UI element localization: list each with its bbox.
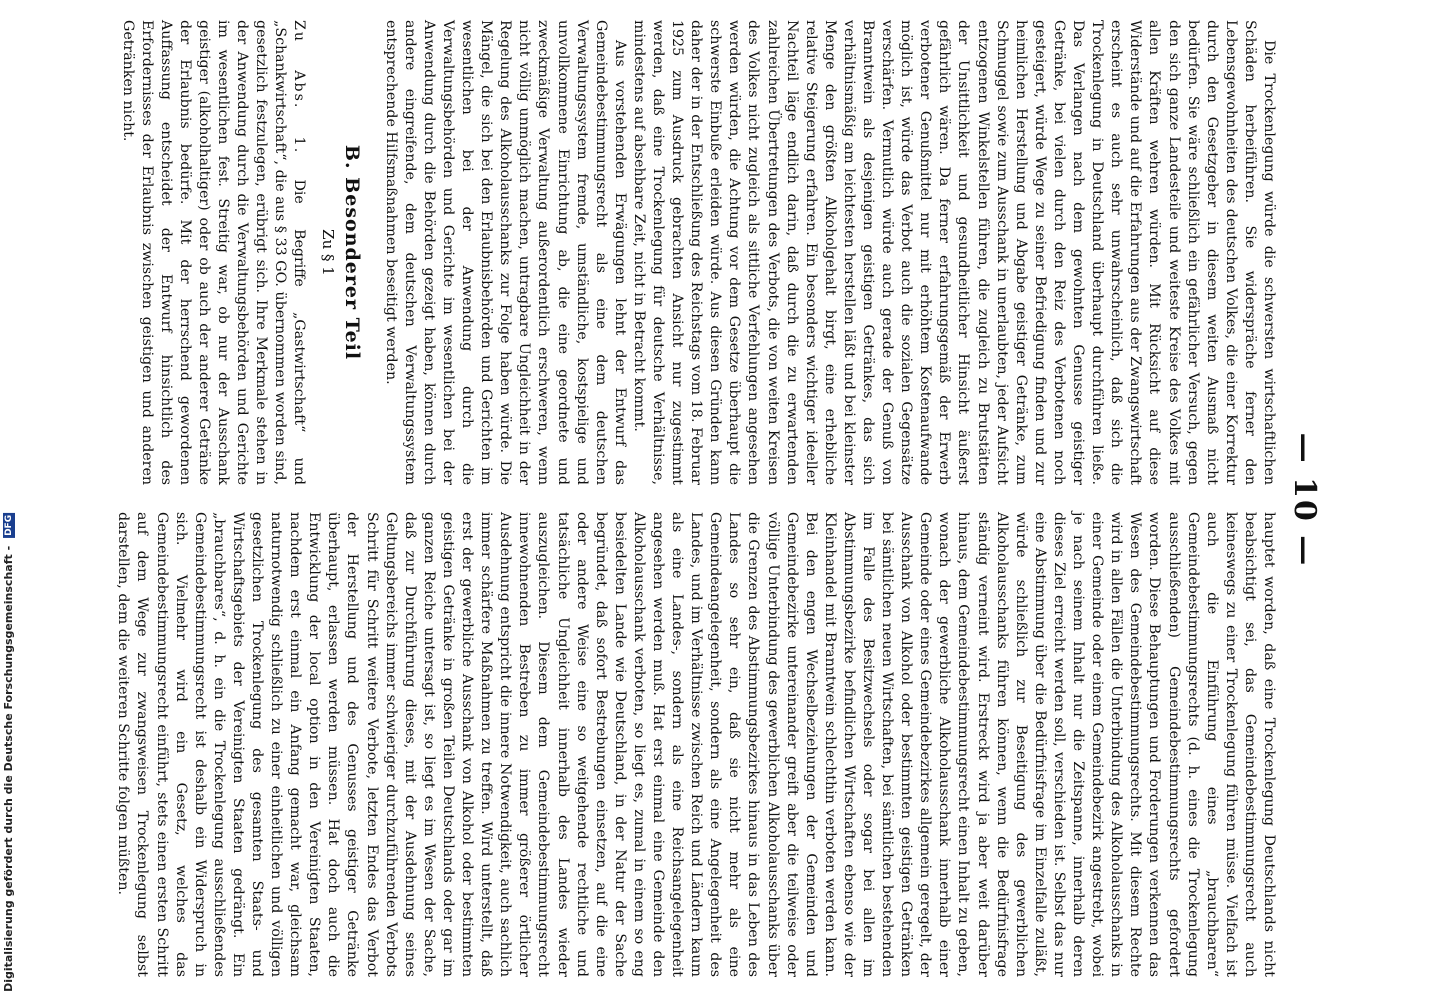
dfg-logo: DFG [4, 515, 14, 537]
paragraph: Aus vorstehenden Erwägungen lehnt der Entwurf das Gemeindebestimmungsrecht als eine dem deutschen Verwaltungssystem fremde, umständliche, kostspielige und unvollkommene Einrichtung ab, die eine geordnete und zweckmäßige Verwaltung außerordentlich erschweren, wenn nicht völlig unmöglich machen, untragbare Ungleichheit in der Regelung des Alkoholausschanks zur Folge haben würde. Die Mängel, die sich bei den Erlaubnisbehörden und Gerichten im wesentlichen bei der Anwendung durch die Verwaltungsbehörden und Gerichte im wesentlichen bei der Anwendung durch die Behörden gezeigt haben, können durch andere eingreifende, dem deutschen Verwaltungssystem entsprechende Hilfsmaßnahmen beseitigt werden. [382, 20, 628, 485]
right-column [113, 512, 1278, 977]
page-number: — 10 — [1287, 432, 1322, 568]
document-page [30, 0, 1330, 1000]
subsection-label: Zu Abs. 1. [291, 20, 308, 155]
footer-credit [2, 513, 20, 992]
footer-text: Digitalisierung gefördert durch die Deutsche Forschungsgemeinschaft - [2, 545, 15, 992]
paragraph: Die Begriffe „Gastwirtschaft“ und „Schankwirtschaft“, die aus § 33 GO. übernommen worden sind, gesetzlich festzulegen, erübrigt sich. Ihre Merkmale stehen in der Anwendung durch die Verwaltungsbehörden und Gerichte im wesentlichen fest. Streitig war, ob nur der Ausschank geistiger (alkoholhaltiger) oder ob auch der anderer Getränke der Erlaubnis bedürfe. Mit der herrschend gewordenen Auffassung entscheidet der Entwurf hinsichtlich des Erfordernisses der Erlaubnis zwischen geistigen und anderen Getränken nicht. [119, 20, 308, 485]
digitization-footer [0, 0, 22, 1000]
paragraph: Die Trockenlegung würde die schwersten wirtschaftlichen Schäden herbeiführen. Sie widerspräche ferner den Lebensgewohnheiten des deutschen Volkes, die einer Korrektur durch den Gesetzgeber in diesem weiten Ausmaß nicht bedürfen. Sie wäre schließlich ein gefährlicher Versuch, gegen den sich ganze Landesteile und weiteste Kreise des Volkes mit allen Kräften wehren würden. Mit Rücksicht auf diese Widerstände und auf die Erfahrungen aus der Zwangswirtschaft erscheint es auch sehr unwahrscheinlich, daß sich die Trockenlegung in Deutschland überhaupt durchführen ließe. Das Verlangen nach dem gewohnten Genusse geistiger Getränke, bei vielen durch den Reiz des Verbotenen noch gesteigert, würde Wege zu seiner Befriedigung finden und zur heimlichen Herstellung und Abgabe geistiger Getränke, zum Schmuggel sowie zum Ausschank in unerlaubten, jeder Aufsicht entzogenen Winkelstellen führen, die zugleich zu Brutstätten der Unsittlichkeit und gesundheitlicher Hinsicht äußerst gefährlich wären. Da ferner erfahrungsgemäß der Erwerb verbotener Genußmittel nur mit erhöhtem Kostenaufwande möglich ist, würde das Verbot auch die sozialen Gegensätze verschärfen. Vermutlich würde auch gerade der Genuß von Branntwein als desjenigen geistigen Getränkes, das sich verhältnismäßig am leichtesten herstellen läßt und bei kleinster Menge den größten Alkoholgehalt birgt, eine erhebliche relative Steigerung erfahren. Ein besonders wichtiger ideeller Nachteil läge endlich darin, daß durch die zu erwartenden zahlreichen Übertretungen des Verbots, die von weiten Kreisen des Volkes nicht zugleich als sittliche Verfehlungen angesehen werden würden, die Achtung vor dem Gesetze überhaupt die schwerste Einbuße erleiden würde. Aus diesen Gründen kann daher der in der Entschließung des Reichstags vom 18. Februar 1925 zum Ausdruck gebrachten Ansicht nur zugestimmt werden, daß eine Trockenlegung für deutsche Verhältnisse, mindestens auf absehbare Zeit, nicht in Betracht kommt. [630, 20, 1277, 485]
left-column [117, 20, 1278, 485]
section-heading: B. Besonderer Teil [340, 144, 363, 361]
sub-heading: Zu § 1 [319, 229, 338, 276]
paragraph-block [117, 20, 308, 485]
paragraph: hauptet worden, daß eine Trockenlegung Deutschlands nicht beabsichtigt sei, das Gemeindebestimmungsrecht auch keineswegs zu einer Trockenlegung führen müsse. Vielfach ist auch die Einführung eines „brauchbaren“ Gemeindebestimmungsrechts (d. h. eines die Trockenlegung ausschließenden) Gemeindebestimmungsrechts gefordert worden. Diese Behauptungen und Forderungen verkennen das Wesen des Gemeindebestimmungsrechts. Mit diesem Rechte wird in allen Fällen die Unterbindung des Alkoholausschanks in einer Gemeinde oder einem Gemeindebezirk angestrebt, wobei je nach seinem Inhalt nur die Zeitspanne, innerhalb deren dieses Ziel erreicht werden soll, verschieden ist. Selbst das nur eine Abstimmung über die Bedürfnisfrage im Einzelfalle zuläßt, würde schließlich zur Beseitigung des gewerblichen Alkoholausschanks führen können, wenn die Bedürfnisfrage ständig verneint wird. Erstreckt wird ja aber weit darüber hinaus, dem Gemeindebestimmungsrecht einen Inhalt zu geben, wonach der gewerbliche Alkoholausschank innerhalb einer Gemeinde oder eines Gemeindebezirkes allgemein geregelt, der Ausschank von Alkohol oder bestimmten geistigen Getränken bei sämtlichen neuen Wirtschaften, bei sämtlichen bestehenden im Falle des Besitzwechsels oder sogar bei allen im Abstimmungsbezirke befindlichen Wirtschaften ebenso wie der Kleinhandel mit Branntwein schlechthin verboten werden kann. Bei den engen Wechselbeziehungen der Gemeinden und Gemeindebezirke untereinander greift aber die teilweise oder völlige Unterbindung des gewerblichen Alkoholausschanks über die Grenzen des Abstimmungsbezirkes hinaus in das Leben des Landes so sehr ein, daß sie nicht mehr als eine Gemeindeangelegenheit, sondern als eine Angelegenheit des Landes, und im Verhältnisse zwischen Reich und Ländern kaum als eine Landes-, sondern als eine Reichsangelegenheit angesehen werden muß. Hat erst einmal eine Gemeinde den Alkoholausschank verboten, so liegt es, zumal in einem so eng besiedelten Lande wie Deutschland, in der Natur der Sache begründet, daß sofort Bestrebungen einsetzen, auf die eine oder andere Weise eine so weitgehende rechtliche und tatsächliche Ungleichheit innerhalb des Landes wieder auszugleichen. Diesem dem Gemeindebestimmungsrecht innewohnenden Bestreben zu immer größerer örtlicher Ausdehnung entspricht die innere Notwendigkeit, auch sachlich immer schärfere Maßnahmen zu treffen. Wird unterstellt, daß erst der gewerbliche Ausschank von Alkohol oder bestimmten geistigen Getränke in großen Teilen Deutschlands oder gar im ganzen Reiche untersagt ist, so liegt es im Wesen der Sache, daß zur Durchführung dieses, mit der Ausdehnung seines Geltungsbereichs immer schwieriger durchzuführenden Verbots Schritt für Schritt weitere Verbote, letzten Endes das Verbot der Herstellung und des Genusses geistiger Getränke überhaupt, erlassen werden müssen. Hat doch auch die Entwicklung der local option in den Vereinigten Staaten, nachdem erst einmal ein Anfang gemacht war, gleichsam naturnotwendig schließlich zu einer einheitlichen und völligen gesetzlichen Trockenlegung des gesamten Staats- und Wirtschaftsgebiets der Vereinigten Staaten gedrängt. Ein „brauchbares“, d. h. ein die Trockenlegung ausschließendes Gemeindebestimmungsrecht ist deshalb ein Widerspruch in sich. Vielmehr wird ein Gesetz, welches das Gemeindebestimmungsrecht einführt, stets einen ersten Schritt auf dem Wege zur zwangsweisen Trockenlegung selbst darstellen, dem die weiteren Schritte folgen müßten. [115, 512, 1277, 977]
